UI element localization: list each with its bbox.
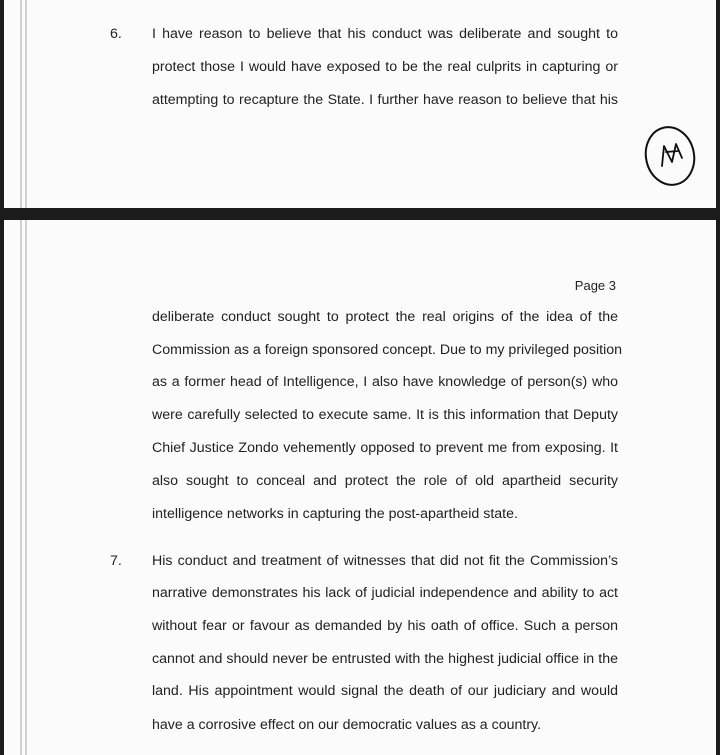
page-number: Page 3 bbox=[574, 278, 616, 293]
paragraph-line: Chief Justice Zondo vehemently opposed to prevent me from exposing. It bbox=[152, 440, 618, 456]
paragraph-line: cannot and should never be entrusted with the highest judicial office in the bbox=[152, 651, 618, 667]
paragraph-line: protect those I would have exposed to be the real culprits in capturing or bbox=[152, 59, 618, 75]
paragraph-line: attempting to recapture the State. I further have reason to believe that his bbox=[152, 92, 618, 108]
paragraph-line: I have reason to believe that his conduct was deliberate and sought to bbox=[152, 26, 618, 42]
paragraph-line: have a corrosive effect on our democratic values as a country. bbox=[152, 717, 542, 733]
handwritten-initials-icon bbox=[642, 124, 700, 186]
paragraph-line: His conduct and treatment of witnesses that did not fit the Commission’s bbox=[152, 553, 618, 569]
paragraph-line: deliberate conduct sought to protect the real origins of the idea of the bbox=[152, 309, 618, 325]
paragraph-line: as a former head of Intelligence, I also have knowledge of person(s) who bbox=[152, 374, 618, 390]
paragraph-line: were carefully selected to execute same. It is this information that Deputy bbox=[152, 407, 618, 423]
paragraph-line: narrative demonstrates his lack of judicial independence and ability to act bbox=[152, 585, 618, 601]
paragraph-number: 7. bbox=[110, 553, 122, 569]
paragraph-line: land. His appointment would signal the death of our judiciary and would bbox=[152, 683, 618, 699]
paragraph-line: also sought to conceal and protect the role of old apartheid security bbox=[152, 473, 618, 489]
paragraph-line: Commission as a foreign sponsored concept. Due to my privileged position bbox=[152, 342, 623, 358]
document-page-top bbox=[4, 0, 716, 208]
paragraph-number: 6. bbox=[110, 26, 122, 42]
document-page-bottom bbox=[4, 220, 716, 755]
paragraph-line: without fear or favour as demanded by his oath of office. Such a person bbox=[152, 618, 618, 634]
paragraph-line: intelligence networks in capturing the post-apartheid state. bbox=[152, 506, 518, 522]
